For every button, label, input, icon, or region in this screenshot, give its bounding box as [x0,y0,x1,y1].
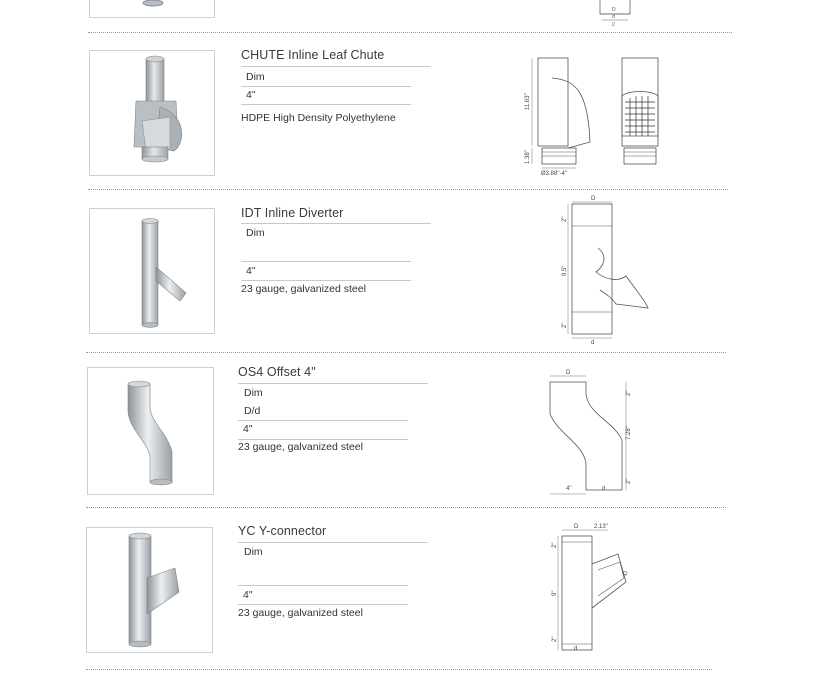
product-material-yc: 23 gauge, galvanized steel [238,607,363,619]
separator [88,32,732,33]
dim-label-height: 9.5" [562,265,568,276]
drawing-label-d-top: D [612,7,616,13]
table-cell-dim-label: Dim [246,227,265,239]
product-title-chute: CHUTE Inline Leaf Chute [241,48,385,62]
table-rule [241,66,431,67]
inline-diverter-image [90,209,215,334]
dim-label-height: 7.28" [626,426,632,440]
product-image-idt[interactable] [89,208,215,334]
product-title-yc: YC Y-connector [238,524,327,538]
product-image-partial[interactable] [89,0,215,18]
table-rule [238,383,428,384]
table-rule [238,420,408,421]
dim-label-top-d: D [566,370,571,376]
technical-drawing-yc [546,522,646,652]
technical-drawing-idt [556,194,666,344]
technical-drawing-os4 [544,368,644,498]
dim-label-bottom: 2" [562,322,568,328]
product-image-os4[interactable] [87,367,214,495]
drawing-label-2: 2 [612,22,615,28]
dim-label-top-d: D [574,524,579,530]
dim-label-top: 2" [562,216,568,222]
dim-label-height: 11.63" [525,93,531,110]
offset-image [88,368,214,495]
table-rule [241,86,411,87]
dim-label-bottom-w: 4" [566,486,572,492]
product-title-idt: IDT Inline Diverter [241,206,344,220]
table-rule [238,542,428,543]
product-image-chute[interactable] [89,50,215,176]
product-image-yc[interactable] [86,527,213,653]
table-cell-dim-value: 4" [243,423,253,435]
table-cell-dim-value: 4" [243,589,253,601]
dim-label-top-d: D [591,196,596,202]
dim-label-bottom-d: d [591,340,595,346]
separator [86,669,712,670]
dim-label-bottom: 2" [626,478,632,484]
dim-label-branch: 2.13" [594,524,608,530]
product-material-chute: HDPE High Density Polyethylene [241,112,396,124]
pipe-image-partial [90,0,215,18]
table-cell-dim-label: Dim [246,71,265,83]
product-material-idt: 23 gauge, galvanized steel [241,283,366,295]
product-title-os4: OS4 Offset 4" [238,365,316,379]
dim-label-top: 2" [626,390,632,396]
technical-drawing-chute [518,52,678,182]
dim-label-bottom: 2" [552,636,558,642]
product-material-os4: 23 gauge, galvanized steel [238,441,363,453]
table-cell-dim-value: 4" [246,265,256,277]
table-rule [238,604,408,605]
dim-label-branch-d: D [622,570,630,577]
y-connector-image [87,528,213,653]
dim-label-diameter: Ø3.88"-4" [541,171,567,177]
separator [86,352,726,353]
dim-label-top: 2" [552,542,558,548]
table-cell-dim-label: Dim [244,546,263,558]
dim-label-bottom-d: d [602,486,606,492]
table-rule [241,104,411,105]
separator [86,507,726,508]
dim-label-bottom-d: d [574,646,578,652]
table-rule [241,280,411,281]
drawing-partial [590,0,650,30]
table-rule [238,439,408,440]
table-cell-dim-label: Dim [244,387,263,399]
drawing-label-d-bottom: d [612,14,615,20]
table-cell-dd-label: D/d [244,405,261,417]
leaf-chute-image [90,51,215,176]
table-rule [241,261,411,262]
table-rule [241,223,431,224]
table-cell-dim-value: 4" [246,89,256,101]
dim-label-bottom: 1.38" [525,150,531,164]
separator [88,189,728,190]
dim-label-height: 9" [552,590,558,596]
table-rule [238,585,408,586]
